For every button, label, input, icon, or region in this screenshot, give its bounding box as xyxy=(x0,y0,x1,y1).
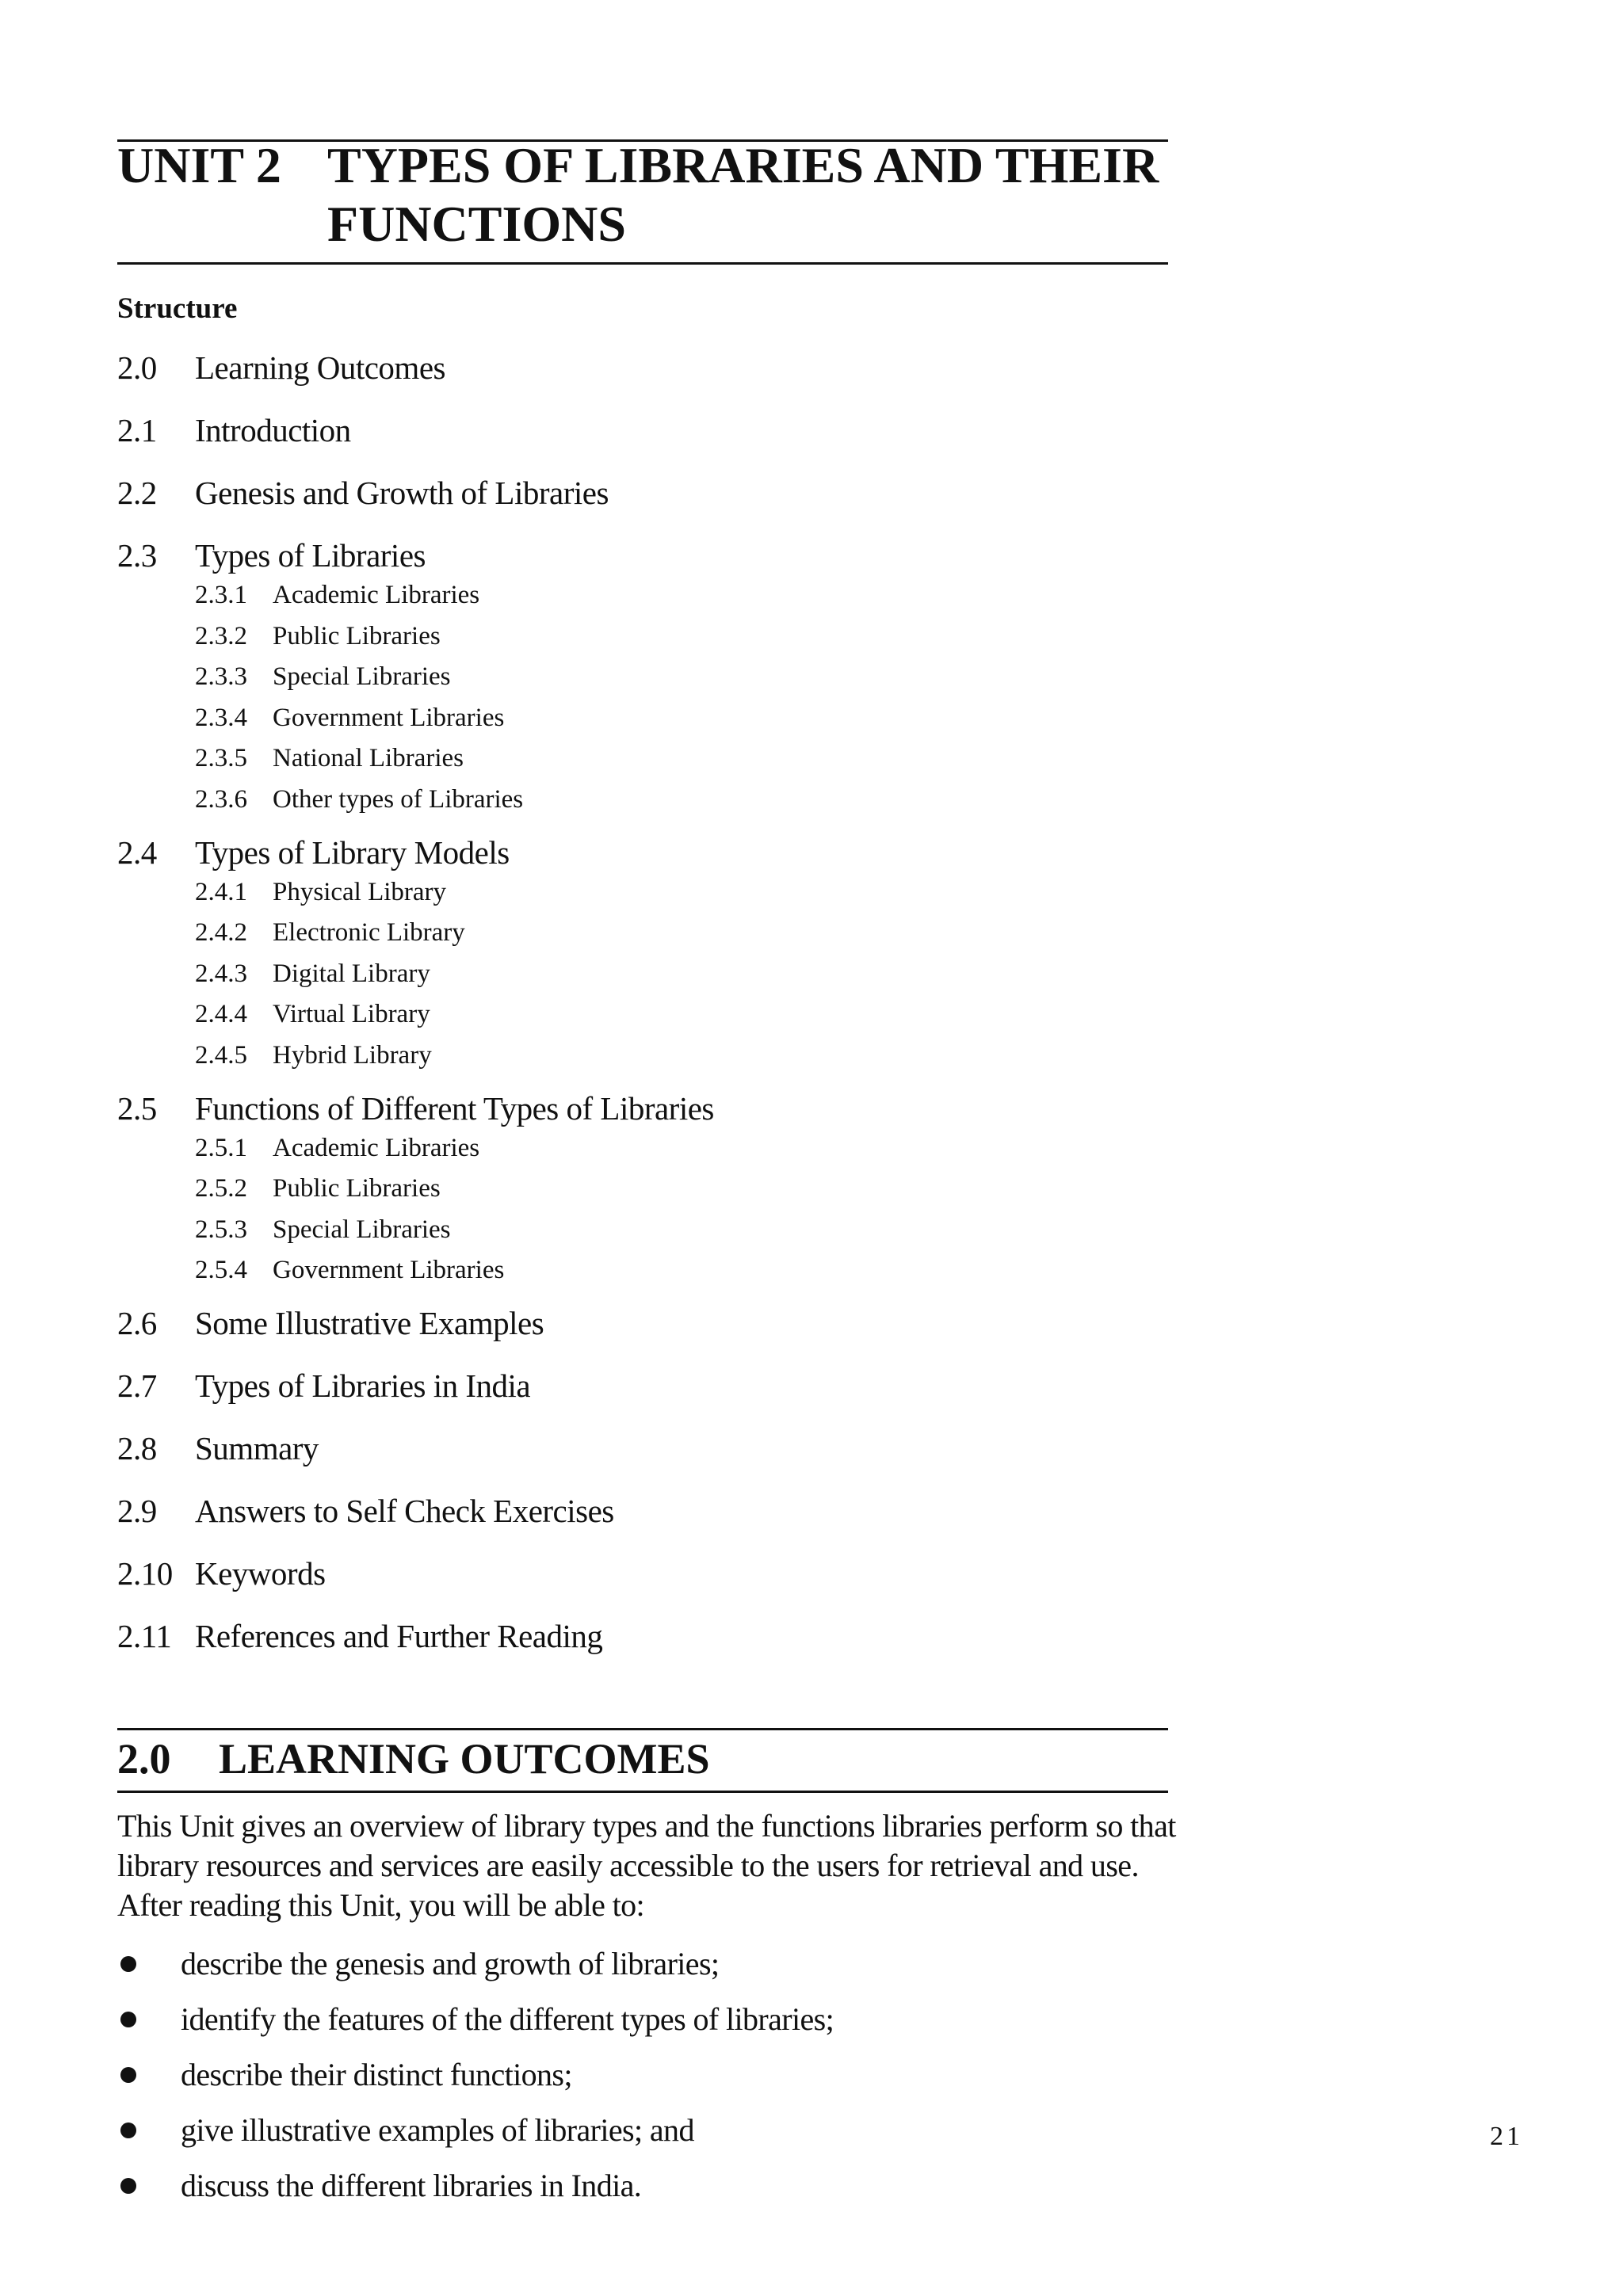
toc-subitem: 2.3.2 Public Libraries xyxy=(195,621,441,650)
toc-subitem: 2.3.5 National Libraries xyxy=(195,744,464,772)
toc-subitem: 2.3.1 Academic Libraries xyxy=(195,581,480,609)
toc-item: 2.5 Functions of Different Types of Libraries xyxy=(117,1089,714,1127)
page-number: 21 xyxy=(1490,2122,1523,2151)
list-item: give illustrative examples of libraries; and xyxy=(117,2111,1179,2149)
intro-line: library resources and services are easily accessible to the users for retrieval and use. xyxy=(117,1848,1139,1883)
toc-subitem: 2.5.1 Academic Libraries xyxy=(195,1133,480,1162)
section-title: LEARNING OUTCOMES xyxy=(219,1735,710,1783)
list-item: identify the features of the different types of libraries; xyxy=(117,2000,1179,2039)
list-item: discuss the different libraries in India. xyxy=(117,2167,1179,2205)
toc-item: 2.1 Introduction xyxy=(117,412,351,448)
toc-item: 2.10 Keywords xyxy=(117,1555,326,1592)
toc-item: 2.0 Learning Outcomes xyxy=(117,349,445,386)
section-top-rule xyxy=(117,1728,1168,1730)
toc-item: 2.3 Types of Libraries xyxy=(117,537,426,574)
toc-subitem: 2.5.2 Public Libraries xyxy=(195,1174,441,1203)
unit-title xyxy=(117,136,1171,254)
list-item: describe the genesis and growth of libraries; xyxy=(117,1945,1179,1983)
intro-paragraph xyxy=(117,1806,1179,1925)
unit-label: UNIT 2 xyxy=(117,137,281,193)
toc-item: 2.11 References and Further Reading xyxy=(117,1618,603,1654)
table-of-contents xyxy=(117,349,1171,1680)
toc-subitem: 2.4.2 Electronic Library xyxy=(195,918,465,947)
outcomes-list xyxy=(117,1945,1179,2222)
toc-subitem: 2.5.3 Special Libraries xyxy=(195,1215,451,1244)
toc-subitem: 2.3.4 Government Libraries xyxy=(195,703,505,732)
intro-line: This Unit gives an overview of library types and the functions libraries perform so that xyxy=(117,1808,1176,1844)
toc-subitem: 2.5.4 Government Libraries xyxy=(195,1256,505,1284)
section-bottom-rule xyxy=(117,1791,1168,1793)
structure-heading: Structure xyxy=(117,292,238,325)
bullet-icon xyxy=(120,1956,136,1972)
bullet-icon xyxy=(120,2012,136,2027)
bullet-icon xyxy=(120,2178,136,2194)
bullet-icon xyxy=(120,2122,136,2138)
toc-subitem: 2.4.4 Virtual Library xyxy=(195,1000,430,1028)
toc-item: 2.7 Types of Libraries in India xyxy=(117,1367,531,1404)
toc-item: 2.6 Some Illustrative Examples xyxy=(117,1305,544,1341)
toc-sublist xyxy=(117,1133,1171,1286)
title-bottom-rule xyxy=(117,262,1168,265)
toc-subitem: 2.3.6 Other types of Libraries xyxy=(195,784,524,814)
toc-subitem: 2.4.5 Hybrid Library xyxy=(195,1040,432,1070)
toc-subitem: 2.4.3 Digital Library xyxy=(195,959,430,988)
toc-item: 2.8 Summary xyxy=(117,1430,319,1466)
toc-item: 2.4 Types of Library Models xyxy=(117,833,510,871)
toc-subitem: 2.4.1 Physical Library xyxy=(195,877,447,906)
unit-name: TYPES OF LIBRARIES AND THEIR FUNCTIONS xyxy=(327,137,1159,252)
list-item: describe their distinct functions; xyxy=(117,2056,1179,2094)
toc-subitem: 2.3.3 Special Libraries xyxy=(195,662,451,691)
toc-sublist xyxy=(117,580,1171,814)
section-number: 2.0 xyxy=(117,1735,171,1783)
section-heading xyxy=(117,1733,710,1784)
bullet-icon xyxy=(120,2067,136,2083)
toc-item: 2.9 Answers to Self Check Exercises xyxy=(117,1493,614,1529)
toc-sublist xyxy=(117,877,1171,1070)
toc-item: 2.2 Genesis and Growth of Libraries xyxy=(117,475,609,511)
intro-line: After reading this Unit, you will be able to: xyxy=(117,1887,645,1923)
